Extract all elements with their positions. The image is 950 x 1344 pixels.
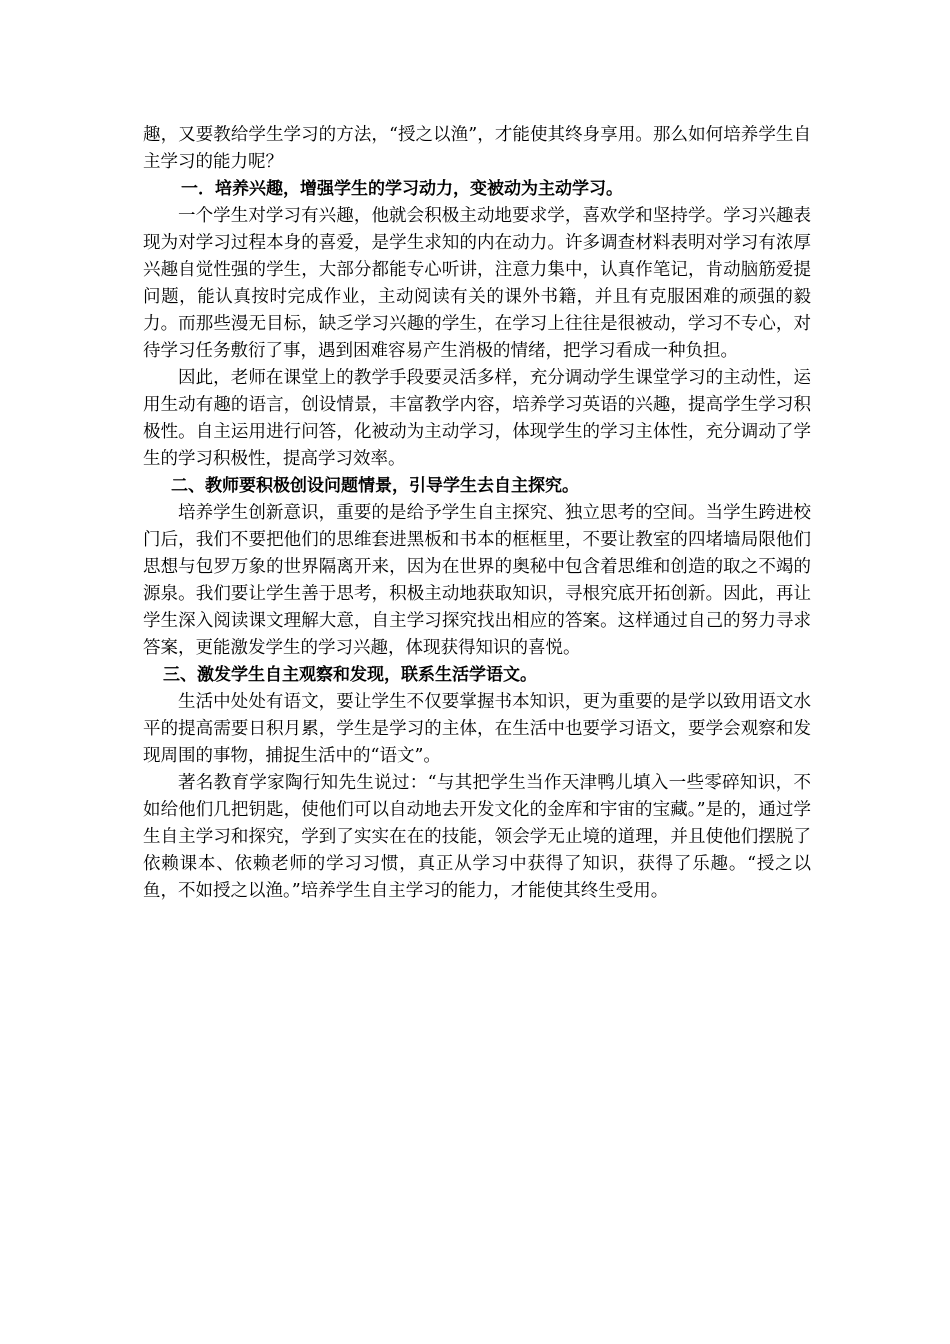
section-1-heading: 一．培养兴趣，增强学生的学习动力，变被动为主动学习。 — [181, 179, 623, 199]
section-1-paragraph-1: 一个学生对学习有兴趣，他就会积极主动地要求学，喜欢学和坚持学。学习兴趣表现为对学习过程本身的喜爱，是学生求知的内在动力。许多调查材料表明对学习有浓厚兴趣自觉性强的学生，大部分都能专心听讲，注意力集中，认真作笔记，肯动脑筋爱提问题，能认真按时完成作业，主动阅读有关的课外书籍，并且有克服困难的顽强的毅力。而那些漫无目标，缺乏学习兴趣的学生，在学习上往往是很被动，学习不专心，对待学习任务敷衍了事，遇到困难容易产生消极的情绪，把学习看成一种负担。 — [143, 206, 811, 361]
section-3-heading: 三、激发学生自主观察和发现，联系生活学语文。 — [163, 665, 537, 685]
section-3-paragraph-2: 著名教育学家陶行知先生说过：“与其把学生当作天津鸭儿填入一些零碎知识，不如给他们几把钥匙，使他们可以自动地去开发文化的金库和宇宙的宝藏。”是的，通过学生自主学习和探究，学到了实实在在的技能，领会学无止境的道理，并且使他们摆脱了依赖课本、依赖老师的学习习惯，真正从学习中获得了知识，获得了乐趣。“授之以鱼，不如授之以渔。”培养学生自主学习的能力，才能使其终生受用。 — [143, 773, 811, 901]
section-3-paragraph-1: 生活中处处有语文，要让学生不仅要掌握书本知识，更为重要的是学以致用语文水平的提高需要日积月累，学生是学习的主体，在生活中也要学习语文，要学会观察和发现周围的事物，捕捉生活中的“语文”。 — [143, 692, 811, 766]
intro-paragraph: 趣，又要教给学生学习的方法，“授之以渔”，才能使其终身享用。那么如何培养学生自主学习的能力呢？ — [143, 125, 811, 172]
document-page — [143, 122, 811, 905]
section-1-paragraph-2: 因此，老师在课堂上的教学手段要灵活多样，充分调动学生课堂学习的主动性，运用生动有趣的语言，创设情景，丰富教学内容，培养学习英语的兴趣，提高学生学习积极性。自主运用进行问答，化被动为主动学习，体现学生的学习主体性，充分调动了学生的学习积极性，提高学习效率。 — [143, 368, 811, 469]
section-2-paragraph-1: 培养学生创新意识，重要的是给予学生自主探究、独立思考的空间。当学生跨进校门后，我们不要把他们的思维套进黑板和书本的框框里，不要让教室的四堵墙局限他们思想与包罗万象的世界隔离开来，因为在世界的奥秘中包含着思维和创造的取之不竭的源泉。我们要让学生善于思考，积极主动地获取知识，寻根究底开拓创新。因此，再让学生深入阅读课文理解大意，自主学习探究找出相应的答案。这样通过自己的努力寻求答案，更能激发学生的学习兴趣，体现获得知识的喜悦。 — [143, 503, 811, 658]
section-2-heading: 二、教师要积极创设问题情景，引导学生去自主探究。 — [171, 476, 579, 496]
